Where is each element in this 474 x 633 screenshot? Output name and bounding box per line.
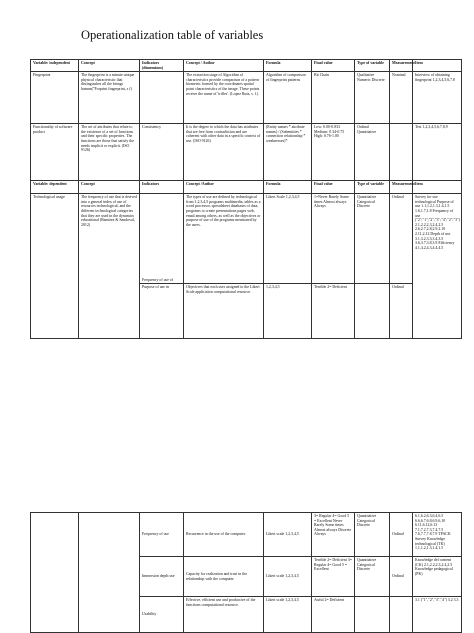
header-cell: Type of variable [355, 181, 390, 194]
cell-formula: Likert Scale 1,2,3,4,5 [264, 194, 312, 284]
cell-concept: The fingerprint is a minute unique physical characteristic that distinguishes all the beings human("Forprint fingerprint, s f) [79, 72, 140, 124]
cell-variable: Technological usage [31, 194, 79, 339]
header-cell: Concept [79, 181, 140, 194]
cell-concept: The frequency of use that is derived into a general index of use of resources technological, and the different technological categories that they are used in the dynamics educational (Ramírez & Sandoval, 2012) [79, 194, 140, 339]
cell-author: Recurrence in the use of the computer. [184, 513, 264, 557]
header-cell: Concept / Author [184, 60, 264, 72]
cell-measure [390, 124, 413, 181]
variables-table-bottom [30, 512, 462, 633]
table-row-frequency [31, 513, 462, 557]
cell-type: Ordinal Quantitative [355, 124, 390, 181]
cell-type [355, 597, 390, 633]
cell-indicator: Purpose of use in [140, 284, 184, 339]
cell-item: Knowledge del content (CK) 2.1,2.2,2.3,2.4,2.5 Knowledge pedagogical (PK) [413, 557, 462, 597]
cell-type [355, 284, 390, 339]
table-row-fingerprint [31, 72, 462, 124]
cell-author: It is the degree to which the data has attributes that are free from contradiction and are coherent with other data in a specific context of use. (ISO 9126) [184, 124, 264, 181]
header-cell: Measurement [390, 181, 413, 194]
header-cell: Variable: independent [31, 60, 79, 72]
cell-indicator: Usability [140, 597, 184, 633]
cell-indicator: Immersion depth use [140, 557, 184, 597]
cell-variable: Functionality of software product [31, 124, 79, 181]
cell-measure: Ordinal [390, 284, 413, 339]
table-row-technological-usage [31, 194, 462, 284]
cell-formula: Likert scale 1,2,3,4,5 [264, 513, 312, 557]
header-cell: Formula [264, 60, 312, 72]
cell-author: Capacity for realization and trust in the relationship with the computer. [184, 557, 264, 597]
cell-measure: Nominal [390, 72, 413, 124]
cell-type: Quantitative Categorical Discrete [355, 194, 390, 284]
cell-final-value: Bit Chain [312, 72, 355, 124]
cell-variable: Fingerprint [31, 72, 79, 124]
cell-item: Interview of obtaining fingerprint 1,2,3,4,5,6,7,8 [413, 72, 462, 124]
cell-formula: Algorithm of comparison of fingerprint patterns [264, 72, 312, 124]
cell-item: 6.1,6.2,6.3,6.4,6.5 6.6,6.7,6.8,6.9,6.10 6.11,6.12,6.13 7.1,7.2,7.3,7.4,7.5 7.6,7.7,7.8,7.9 TPACK Survey Knowledge technological (TK) 1.1,1.2,1.3,1.4,1.5 [413, 513, 462, 557]
cell-concept: The set of attributes that relate to the existence of a set of functions and their specific properties. The functions are those that satisfy the needs implicit or explicit. (ISO 9126) [79, 124, 140, 181]
cell-measure: Ordinal [390, 194, 413, 284]
cell-formula: (Entity names * attribute names) / (Subentities * connection relationship * weaknesses)* [264, 124, 312, 181]
cell-author: The extraction stage of Algorithm of characteristics provide comparison of a pattern biometric formed by the coordinates spatial point characteristics of the image. These points receive the name of 'trifles'. (Lopez Ruiz, s. f.) [184, 72, 264, 124]
page-title: Operationalization table of variables [81, 28, 264, 42]
header-cell: Item [413, 60, 462, 72]
cell-author: The types of use are defined by technological from 1,2,3,4,5 programs multimedia, tables as a word processor, spreadsheet databases of data, programs to create presentations pages web, email among others, as well as the objectives or purpose of use of the programs mentioned by the users. [184, 194, 264, 284]
cell-item: Survey for use technological Purpose of use 1.1,1.2,1.3,1.4,1.5 1.6,1.7,1.8 Frequency of use ("2";"1";"2";"3";"4";"2";"3") 2.1,2.2,2.3,2.4,2.5 2.6,2.7,2.8,2.9,2.10 2.11,2.12 Depth of use 3.1,3.2,3.3,3.4,3.5 3.6,3.7,3.8,3.9 Efficiency 4.1,4.2,4.3,4.4,4.5 [413, 194, 462, 339]
cell-type: Quantitative Categorical Discrete [355, 557, 390, 597]
table-row-functionality [31, 124, 462, 181]
cell-item: 3.1 ("1","2","3","4") 3.2 3.3 [413, 597, 462, 633]
cell-final-value: Low: 0.00-0.833 Medium: 0.34-0.75 High: 0.76-1.00 [312, 124, 355, 181]
header-cell: Formula [264, 181, 312, 194]
cell-measure: Ordinal [390, 513, 413, 557]
cell-author: Objectives that each user assigned to the Likert Scale application computational resource. [184, 284, 264, 339]
cell-formula: Likert scale 1,2,3,4,5 [264, 557, 312, 597]
cell-formula: Likert scale 1,2,3,4,5 [264, 597, 312, 633]
cell-final-value: Terrible 2= Deficient 3= Regular 4= Good 5 = Excellent [312, 557, 355, 597]
cell-indicator [140, 72, 184, 124]
cell-final-value: 1=Never Rarely Some times Almost always Always [312, 194, 355, 284]
cell-indicator: Frequency of use of [140, 194, 184, 284]
cell-final-value: Terrible 2= Deficient [312, 284, 355, 339]
cell-final-value: 3= Regular 4= Good 5 = Excellent Never Rarely Some times Almost always Discrete Always [312, 513, 355, 557]
header-cell: Indicators [140, 181, 184, 194]
header-cell: Indicators (dimensions) [140, 60, 184, 72]
cell-variable [31, 513, 79, 633]
cell-measure [390, 597, 413, 633]
cell-item: Test 1,2,3,4,5,6,7,8,9 [413, 124, 462, 181]
header-row-independent [31, 60, 462, 72]
cell-indicator: Consistency [140, 124, 184, 181]
header-cell: Variable: dependent [31, 181, 79, 194]
header-cell: Final value [312, 60, 355, 72]
cell-indicator: Frequency of use [140, 513, 184, 557]
header-cell: Concept /Author [184, 181, 264, 194]
cell-measure: Ordinal [390, 557, 413, 597]
cell-type: Quantitative Categorical Discrete [355, 513, 390, 557]
header-cell: Item [413, 181, 462, 194]
header-cell: Concept [79, 60, 140, 72]
header-cell: Type of variable [355, 60, 390, 72]
cell-formula: 1,2,3,4,5 [264, 284, 312, 339]
variables-table-top [30, 59, 462, 339]
header-cell: Final value [312, 181, 355, 194]
cell-concept [79, 513, 140, 633]
cell-final-value: Awful 2= Deficient [312, 597, 355, 633]
cell-author: Effective, efficient use and productive of the functions computational resource. [184, 597, 264, 633]
cell-type: Qualitative Numeric Discrete [355, 72, 390, 124]
header-row-dependent [31, 181, 462, 194]
header-cell: Measurement [390, 60, 413, 72]
